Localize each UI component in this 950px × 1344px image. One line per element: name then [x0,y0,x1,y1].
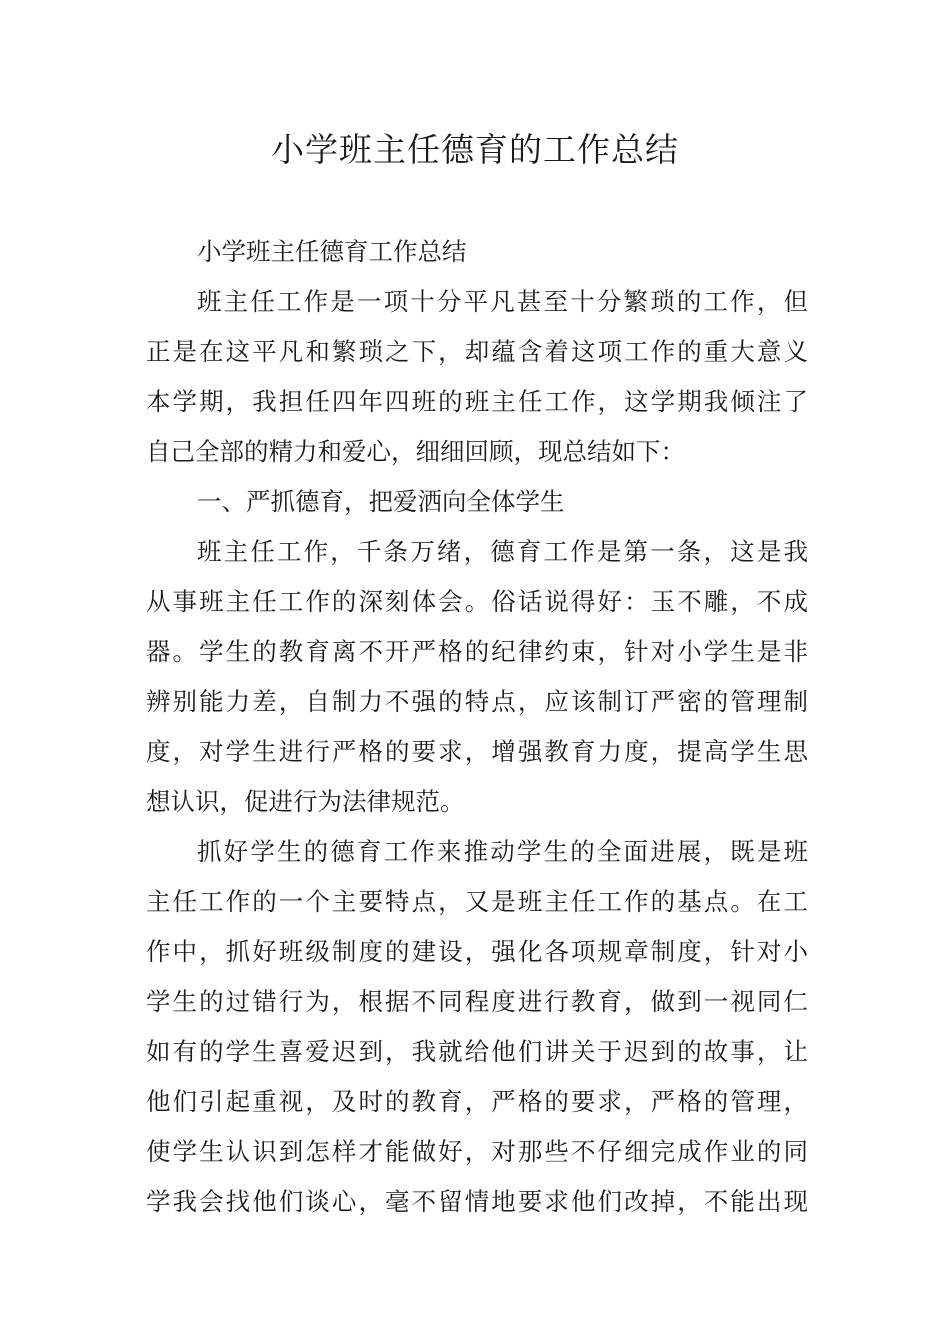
body-line: 正是在这平凡和繁琐之下，却蕴含着这项工作的重大意义 [146,337,808,366]
body-line: 辨别能力差，自制力不强的特点，应该制订严密的管理制 [146,687,808,716]
body-line: 作中，抓好班级制度的建设，强化各项规章制度，针对小 [146,937,808,966]
body-line: 班主任工作，千条万绪，德育工作是第一条，这是我 [197,537,808,566]
document-body [146,227,808,1227]
body-line: 他们引起重视，及时的教育，严格的要求，严格的管理， [146,1087,808,1116]
body-line: 学生的过错行为，根据不同程度进行教育，做到一视同仁 [146,987,808,1016]
document-title: 小学班主任德育的工作总结 [271,130,679,169]
body-line: 主任工作的一个主要特点，又是班主任工作的基点。在工 [146,887,808,916]
body-line: 小学班主任德育工作总结 [197,237,467,266]
body-line: 器。学生的教育离不开严格的纪律约束，针对小学生是非 [146,637,808,666]
body-line: 本学期，我担任四年四班的班主任工作，这学期我倾注了 [146,387,808,416]
body-line: 自己全部的精力和爱心，细细回顾，现总结如下： [146,437,685,466]
body-line: 度，对学生进行严格的要求，增强教育力度，提高学生思 [146,737,808,766]
body-line: 使学生认识到怎样才能做好，对那些不仔细完成作业的同 [146,1137,808,1166]
body-line: 学我会找他们谈心，毫不留情地要求他们改掉，不能出现 [146,1187,808,1216]
body-line: 从事班主任工作的深刻体会。俗话说得好：玉不雕，不成 [146,587,808,616]
body-line: 班主任工作是一项十分平凡甚至十分繁琐的工作，但 [197,287,808,316]
body-line: 如有的学生喜爱迟到，我就给他们讲关于迟到的故事，让 [146,1037,808,1066]
body-line: 想认识，促进行为法律规范。 [146,787,465,816]
body-line: 抓好学生的德育工作来推动学生的全面进展，既是班 [197,837,808,866]
body-line: 一、严抓德育，把爱洒向全体学生 [197,487,565,516]
